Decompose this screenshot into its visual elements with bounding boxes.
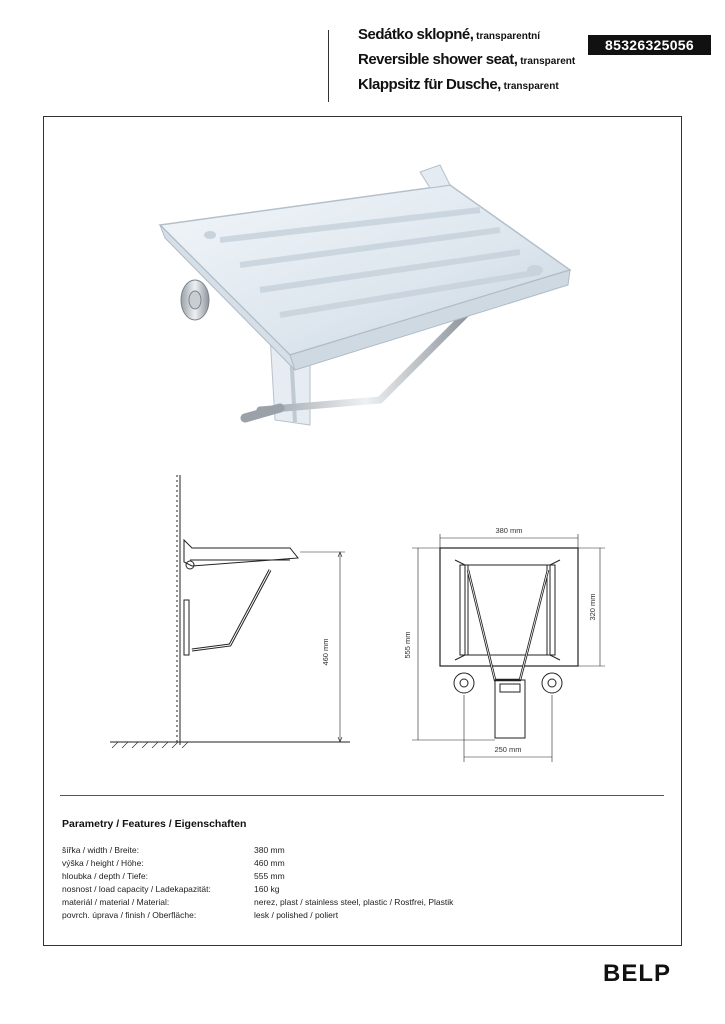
param-label: materiál / material / Material: bbox=[62, 897, 170, 907]
param-value: 160 kg bbox=[254, 884, 280, 894]
dim-depth: 555 mm bbox=[403, 631, 412, 659]
product-code: 85326325056 bbox=[588, 35, 711, 55]
param-value: 555 mm bbox=[254, 871, 285, 881]
param-label: hloubka / depth / Tiefe: bbox=[62, 871, 149, 881]
params-divider bbox=[60, 795, 664, 796]
param-value: lesk / polished / poliert bbox=[254, 910, 339, 920]
param-value: nerez, plast / stainless steel, plastic / Rostfrei, Plastik bbox=[254, 897, 454, 907]
param-value: 460 mm bbox=[254, 858, 285, 868]
technical-drawing bbox=[100, 470, 660, 770]
header-divider bbox=[328, 30, 329, 102]
title-english: Reversible shower seat, transparent bbox=[358, 51, 576, 68]
param-label: šířka / width / Breite: bbox=[62, 845, 139, 855]
product-photo bbox=[150, 160, 590, 460]
dim-width: 380 mm bbox=[495, 526, 523, 535]
params-heading: Parametry / Features / Eigenschaften bbox=[62, 818, 247, 830]
dim-bracket: 250 mm bbox=[494, 745, 522, 754]
dim-height: 460 mm bbox=[321, 638, 330, 666]
title-german: Klappsitz für Dusche, transparent bbox=[358, 76, 559, 93]
dim-folded: 320 mm bbox=[588, 593, 597, 621]
param-label: nosnost / load capacity / Ladekapazität: bbox=[62, 884, 211, 894]
param-label: povrch. úprava / finish / Oberfläche: bbox=[62, 910, 197, 920]
param-label: výška / height / Höhe: bbox=[62, 858, 144, 868]
brand-logo: BELP bbox=[603, 960, 672, 987]
title-czech: Sedátko sklopné, transparentní bbox=[358, 26, 541, 43]
param-value: 380 mm bbox=[254, 845, 285, 855]
